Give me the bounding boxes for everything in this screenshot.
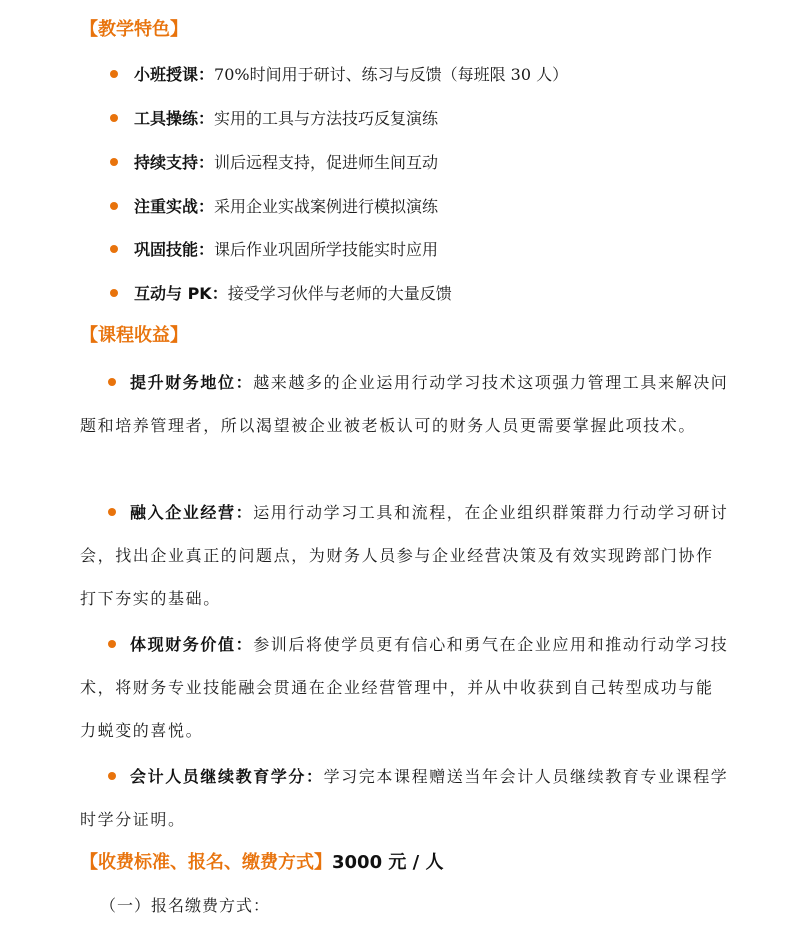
features-heading: 【教学特色】 (80, 19, 188, 40)
bullet-dot-icon (110, 70, 118, 78)
benefit-text: 越来越多的企业运用行动学习技术这项强力管理工具来解决问题和培养管理者，所以渴望被企业被老板认可的财务人员更需要掌握此项技术。 (80, 373, 729, 435)
feature-text: 训后远程支持，促进师生间互动 (214, 153, 439, 172)
feature-label: 小班授课： (134, 65, 215, 84)
bullet-dot-icon (110, 245, 118, 253)
benefit-label: 会计人员继续教育学分： (130, 767, 324, 786)
benefit-paragraph (80, 491, 730, 620)
feature-item (110, 107, 438, 131)
feature-label: 持续支持： (134, 153, 215, 172)
fees-heading-label: 【收费标准、报名、缴费方式】 (80, 852, 332, 873)
feature-item (110, 151, 438, 175)
bullet-dot-icon (110, 289, 118, 297)
feature-label: 互动与 PK： (134, 284, 228, 303)
benefits-heading: 【课程收益】 (80, 325, 188, 346)
benefit-text: 参训后将使学员更有信心和勇气在企业应用和推动行动学习技术，将财务专业技能融会贯通在企业经营管理中，并从中收获到自己转型成功与能力蜕变的喜悦。 (80, 635, 729, 740)
feature-item (110, 238, 438, 262)
benefit-label: 融入企业经营： (130, 503, 254, 522)
bullet-dot-icon (108, 508, 116, 516)
feature-text: 实用的工具与方法技巧反复演练 (214, 109, 439, 128)
feature-label: 注重实战： (134, 197, 215, 216)
bullet-dot-icon (110, 202, 118, 210)
bullet-dot-icon (108, 772, 116, 780)
feature-item (110, 63, 568, 87)
benefit-label: 提升财务地位： (130, 373, 254, 392)
benefit-paragraph (80, 755, 730, 841)
feature-text: 课后作业巩固所学技能实时应用 (214, 240, 439, 259)
benefit-label: 体现财务价值： (130, 635, 254, 654)
feature-text: 接受学习伙伴与老师的大量反馈 (227, 284, 452, 303)
feature-item (110, 282, 452, 306)
bullet-dot-icon (108, 640, 116, 648)
registration-subheading: （一）报名缴费方式： (100, 896, 271, 915)
benefit-paragraph (80, 623, 730, 752)
benefit-text: 运用行动学习工具和流程，在企业组织群策群力行动学习研讨会，找出企业真正的问题点，为财务人员参与企业经营决策及有效实现跨部门协作打下夯实的基础。 (80, 503, 729, 608)
feature-item (110, 195, 438, 219)
bullet-dot-icon (110, 114, 118, 122)
benefit-paragraph (80, 361, 730, 447)
feature-label: 巩固技能： (134, 240, 215, 259)
feature-text: 采用企业实战案例进行模拟演练 (214, 197, 439, 216)
feature-label: 工具操练： (134, 109, 215, 128)
feature-text: 70%时间用于研讨、练习与反馈（每班限 30 人） (214, 65, 569, 84)
price-value: 3000 元 / 人 (332, 852, 444, 873)
benefit-text: 学习完本课程赠送当年会计人员继续教育专业课程学时学分证明。 (80, 767, 729, 829)
bullet-dot-icon (108, 378, 116, 386)
fees-heading (80, 851, 443, 875)
bullet-dot-icon (110, 158, 118, 166)
